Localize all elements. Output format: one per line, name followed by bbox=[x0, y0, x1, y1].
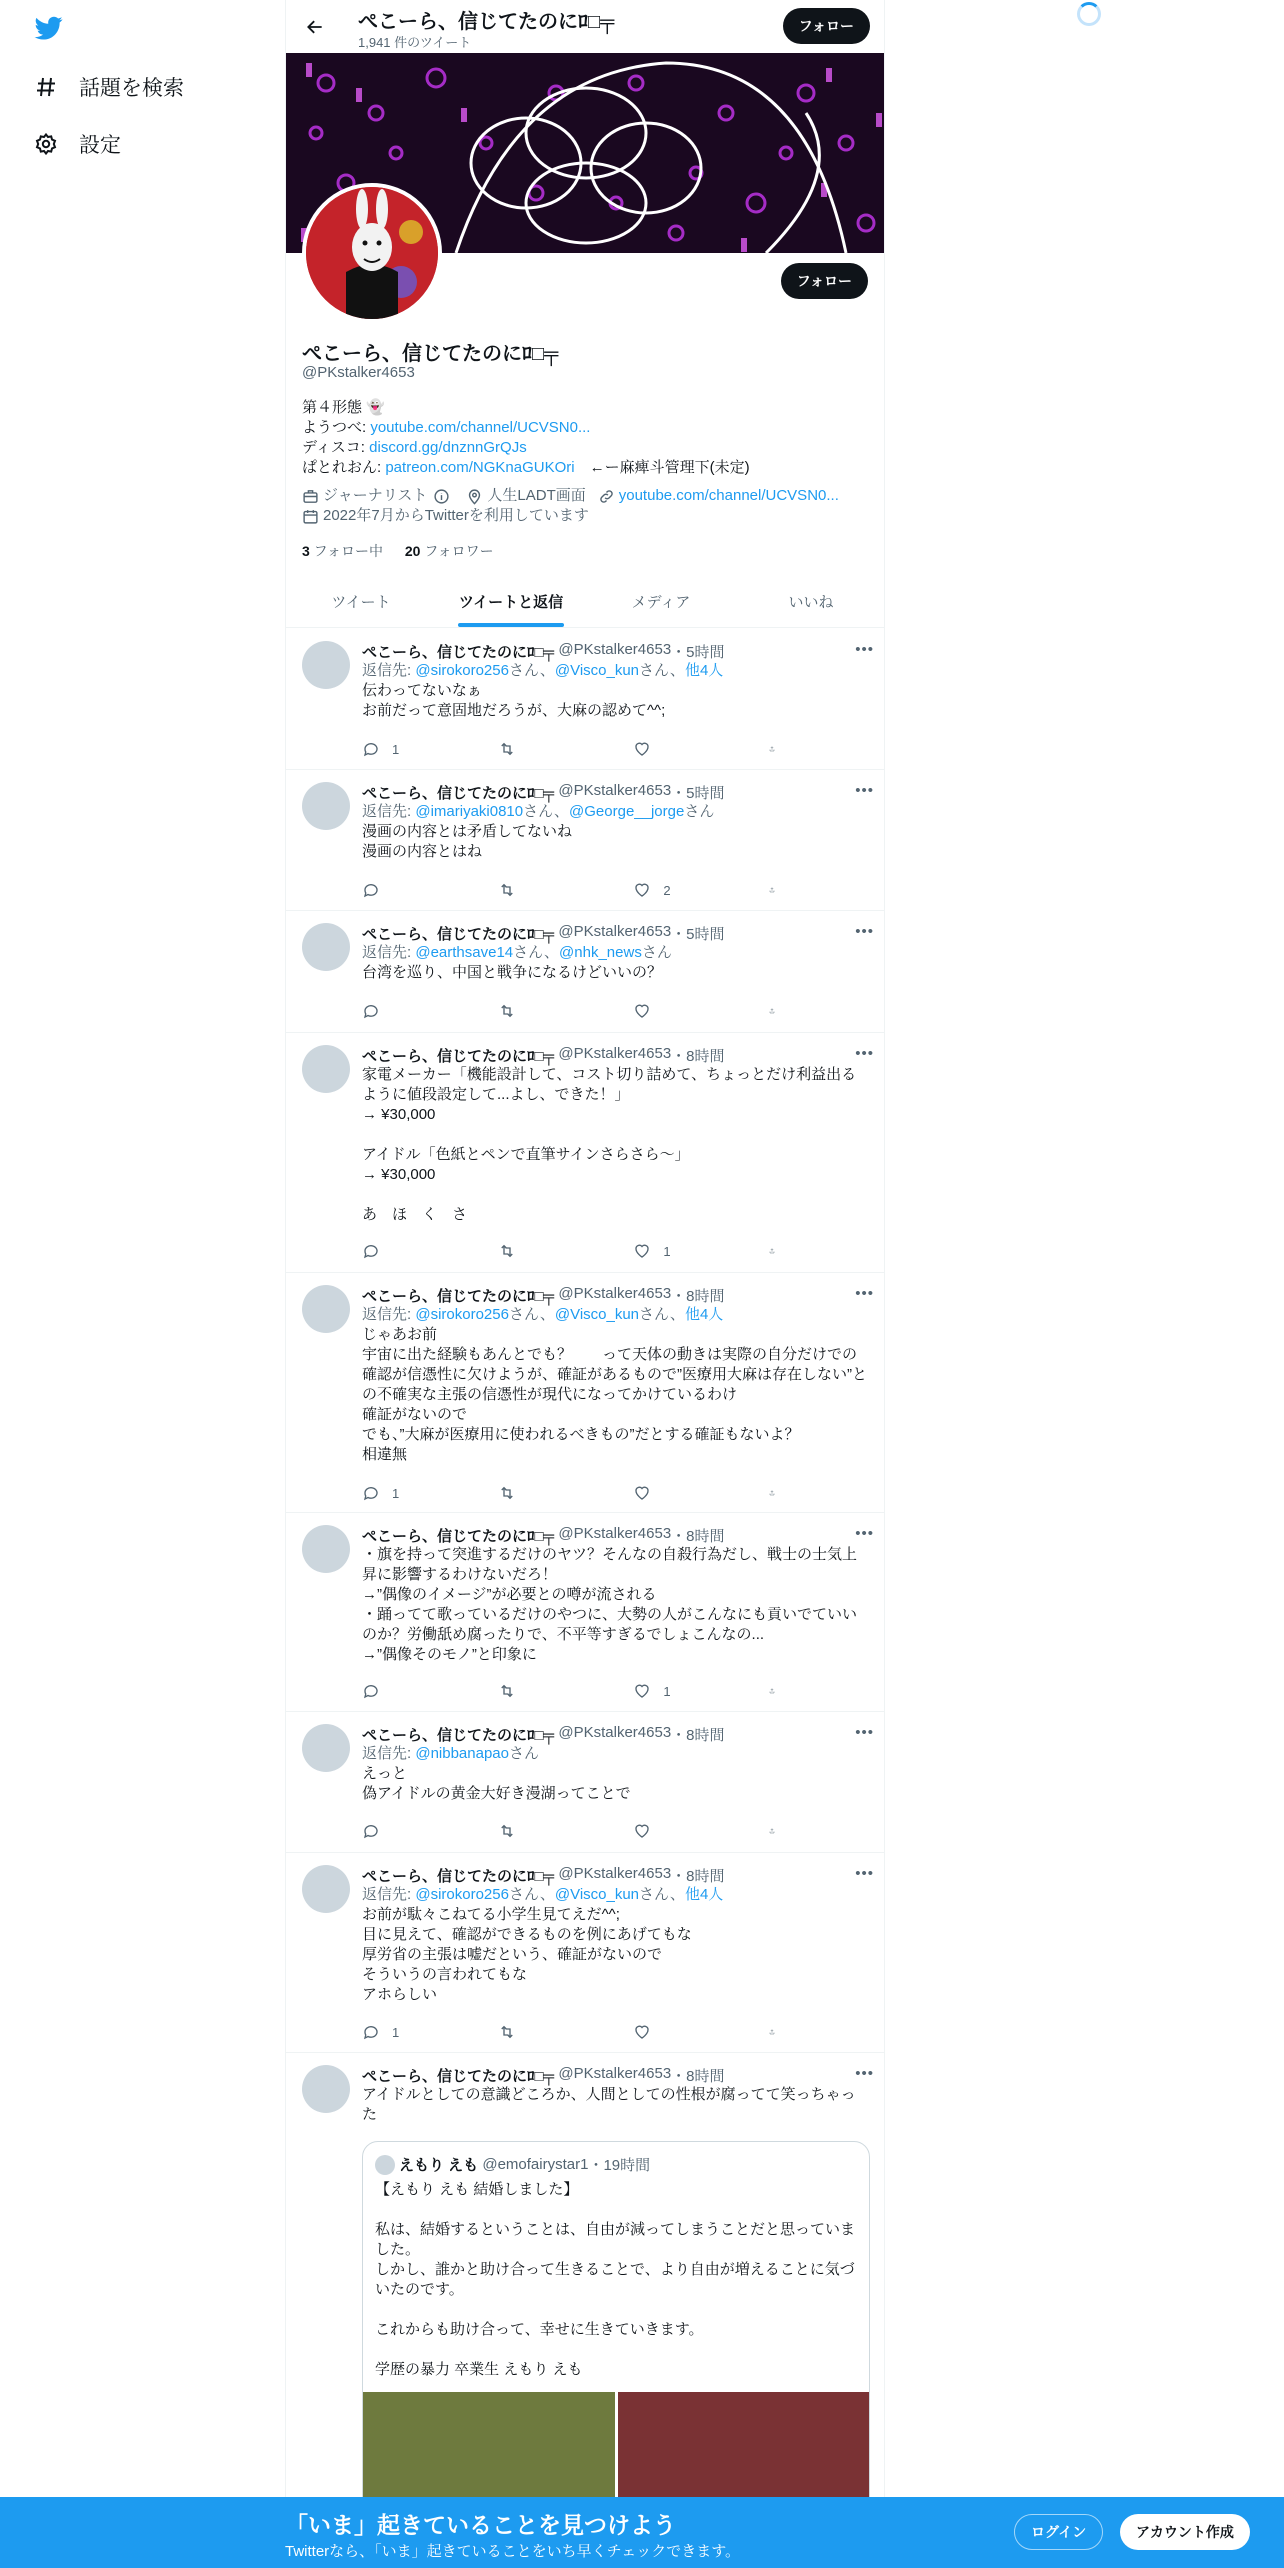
reply-separator: さん、 bbox=[639, 1306, 685, 1323]
reply-icon bbox=[362, 1242, 380, 1260]
more-options-icon[interactable]: ••• bbox=[855, 1045, 874, 1062]
tweet-actions bbox=[362, 739, 787, 759]
profile-column bbox=[285, 0, 885, 2568]
meta-category: ジャーナリスト bbox=[323, 487, 428, 504]
tweet[interactable] bbox=[286, 1712, 885, 1853]
tweet-author-name[interactable]: ぺこーら、信じてたのにﾛ□╤ bbox=[362, 926, 555, 943]
tweet-author-handle[interactable]: @PKstalker4653 bbox=[558, 1525, 672, 1542]
tweet-time[interactable]: ・8時間 bbox=[671, 1528, 725, 1545]
reply-context bbox=[362, 661, 870, 681]
tweet-author-name[interactable]: ぺこーら、信じてたのにﾛ□╤ bbox=[362, 644, 555, 661]
tweet-avatar[interactable] bbox=[302, 1865, 350, 1913]
signup-banner bbox=[0, 2497, 1284, 2568]
tweet-time[interactable]: ・8時間 bbox=[671, 1868, 725, 1885]
tweet[interactable] bbox=[286, 2053, 885, 2568]
tweet-avatar[interactable] bbox=[302, 1525, 350, 1573]
hashtag-icon bbox=[34, 75, 58, 99]
tweet-header bbox=[362, 1724, 870, 1744]
bio-patreon-note: ←ー麻痺斗管理下(未定) bbox=[574, 459, 750, 476]
tweet-body bbox=[362, 1285, 870, 1465]
tweet-avatar[interactable] bbox=[302, 1045, 350, 1093]
briefcase-icon bbox=[302, 488, 319, 505]
share-button[interactable] bbox=[769, 2022, 787, 2042]
like-button[interactable] bbox=[633, 1821, 713, 1841]
link-icon bbox=[598, 488, 615, 505]
bio-discord-label: ディスコ: bbox=[302, 439, 370, 456]
bio-patreon-label: ぱとれおん: bbox=[302, 459, 386, 476]
tweet-header bbox=[362, 782, 870, 802]
tweet-actions bbox=[362, 1483, 787, 1503]
like-button[interactable] bbox=[633, 880, 713, 900]
tweet-author-name[interactable]: ぺこーら、信じてたのにﾛ□╤ bbox=[362, 785, 555, 802]
reply-context bbox=[362, 1744, 870, 1764]
tweet-text: えっと 偽アイドルの黄金大好き漫湖ってことで bbox=[362, 1765, 631, 1802]
tab-likes[interactable]: いいね bbox=[788, 593, 834, 611]
reply-count: 1 bbox=[392, 1485, 400, 1501]
profile-meta bbox=[302, 486, 839, 526]
quote-author-name: えもり えも bbox=[399, 2157, 479, 2174]
tweet-avatar[interactable] bbox=[302, 1724, 350, 1772]
heart-icon bbox=[633, 1484, 651, 1502]
tweet-author-handle[interactable]: @PKstalker4653 bbox=[558, 1724, 672, 1741]
tweet[interactable] bbox=[286, 770, 885, 911]
tweet-actions bbox=[362, 1001, 787, 1021]
tab-media[interactable]: メディア bbox=[631, 593, 691, 611]
reply-mention[interactable]: @nibbanapao bbox=[415, 1745, 509, 1762]
share-button[interactable] bbox=[769, 1821, 787, 1841]
share-icon bbox=[769, 1682, 775, 1700]
tweet-text: ・旗を持って突進するだけのヤツ？そんなの自殺行為だし、戦士の士気上昇に影響するわけないだろ！ →”偶像のイメージ”が必要との噂が流される ・踊ってて歌っているだけのやつに、大勢の人がこんなにも貢いでていいのか？労働舐め腐ったりで、不平等すぎるでしょこんなの... →”偶像そのモノ”と印象に bbox=[362, 1546, 858, 1663]
reply-button[interactable] bbox=[362, 739, 442, 759]
tweet-time[interactable]: ・5時間 bbox=[671, 644, 725, 661]
retweet-button[interactable] bbox=[498, 1681, 578, 1701]
retweet-button[interactable] bbox=[498, 1001, 578, 1021]
tweet-time[interactable]: ・8時間 bbox=[671, 1288, 725, 1305]
bio-youtube-link[interactable]: youtube.com/channel/UCVSN0... bbox=[370, 419, 591, 436]
tweet-author-name[interactable]: ぺこーら、信じてたのにﾛ□╤ bbox=[362, 1288, 555, 1305]
reply-others-link[interactable]: 他4人 bbox=[684, 1886, 724, 1903]
back-button[interactable] bbox=[298, 10, 332, 44]
share-button[interactable] bbox=[769, 1241, 787, 1261]
reply-prefix: 返信先: bbox=[362, 1886, 416, 1903]
more-options-icon[interactable]: ••• bbox=[855, 1724, 874, 1741]
tweet-body bbox=[362, 923, 870, 983]
retweet-button[interactable] bbox=[498, 880, 578, 900]
meta-location: 人生LADT画面 bbox=[487, 487, 586, 504]
reply-separator: さん bbox=[641, 944, 672, 961]
reply-separator: さん bbox=[508, 1745, 539, 1762]
avatar-image bbox=[306, 187, 438, 319]
more-options-icon[interactable]: ••• bbox=[855, 782, 874, 799]
tweet-text: 家電メーカー「機能設計して、コスト切り詰めて、ちょっとだけ利益出るように値段設定して...よし、できた！」 → ¥30,000 アイドル「色紙とペンで直筆サインさらさら〜」 → ¥30,000 あ ほ く さ bbox=[362, 1066, 857, 1223]
header-profile-name: ぺこーら、信じてたのにﾛ□╤ bbox=[358, 11, 615, 33]
bio-line-2 bbox=[302, 418, 750, 438]
share-icon bbox=[769, 1484, 775, 1502]
meta-row-1 bbox=[302, 486, 839, 506]
create-account-button[interactable]: アカウント作成 bbox=[1120, 2514, 1250, 2550]
quote-avatar bbox=[375, 2155, 395, 2175]
tweet-body bbox=[362, 782, 870, 862]
nav-explore-label: 話題を検索 bbox=[79, 77, 184, 100]
tweet-header bbox=[362, 641, 870, 661]
twitter-logo-icon[interactable] bbox=[32, 14, 66, 42]
nav-explore[interactable] bbox=[34, 67, 184, 107]
quote-header bbox=[375, 2154, 650, 2175]
reply-context bbox=[362, 1885, 870, 1905]
heart-icon bbox=[633, 881, 651, 899]
retweet-button[interactable] bbox=[498, 2022, 578, 2042]
tweet-text: 漫画の内容とは矛盾してないね 漫画の内容とはね bbox=[362, 823, 573, 860]
info-icon[interactable] bbox=[433, 488, 450, 505]
reply-separator: さん、 bbox=[639, 662, 685, 679]
reply-separator: さん、 bbox=[639, 1886, 685, 1903]
reply-mention[interactable]: @Visco_kun bbox=[554, 1886, 640, 1903]
tweet-time[interactable]: ・8時間 bbox=[671, 1048, 725, 1065]
tweet-author-name[interactable]: ぺこーら、信じてたのにﾛ□╤ bbox=[362, 1048, 555, 1065]
tweet[interactable] bbox=[286, 629, 885, 770]
calendar-icon bbox=[302, 508, 319, 525]
bio-line-3 bbox=[302, 438, 750, 458]
like-button[interactable] bbox=[633, 2022, 713, 2042]
tweet-avatar[interactable] bbox=[302, 641, 350, 689]
meta-row-2 bbox=[302, 506, 839, 526]
bio-line-4 bbox=[302, 458, 750, 478]
reply-icon bbox=[362, 1484, 380, 1502]
reply-mention[interactable]: @earthsave14 bbox=[415, 944, 514, 961]
reply-prefix: 返信先: bbox=[362, 803, 416, 820]
reply-mention[interactable]: @George__jorge bbox=[569, 803, 685, 820]
reply-mention[interactable]: @Visco_kun bbox=[554, 662, 640, 679]
reply-button[interactable] bbox=[362, 1001, 442, 1021]
reply-mention[interactable]: @imariyaki0810 bbox=[415, 803, 524, 820]
reply-context bbox=[362, 802, 870, 822]
retweet-button[interactable] bbox=[498, 739, 578, 759]
heart-icon bbox=[633, 1822, 651, 1840]
reply-others-link[interactable]: 他4人 bbox=[684, 662, 724, 679]
tweet-avatar[interactable] bbox=[302, 782, 350, 830]
followers-count: 20 bbox=[404, 543, 421, 559]
tweet-author-handle[interactable]: @PKstalker4653 bbox=[558, 1285, 672, 1302]
tweet-body bbox=[362, 2065, 870, 2125]
tweet-author-name[interactable]: ぺこーら、信じてたのにﾛ□╤ bbox=[362, 1528, 555, 1545]
retweet-icon bbox=[498, 1484, 516, 1502]
reply-button[interactable] bbox=[362, 1483, 442, 1503]
profile-handle: @PKstalker4653 bbox=[302, 364, 415, 381]
share-icon bbox=[769, 2023, 775, 2041]
share-icon bbox=[769, 881, 775, 899]
profile-tabs bbox=[286, 575, 885, 628]
more-options-icon[interactable]: ••• bbox=[855, 2065, 874, 2082]
tweet-author-handle[interactable]: @PKstalker4653 bbox=[558, 1865, 672, 1882]
quote-text: 【えもり えも 結婚しました】 私は、結婚するということは、自由が減ってしまうことだと思っていました。 しかし、誰かと助け合って生きることで、より自由が増えることに気づいたのです。 これからも助け合って、幸せに生きていきます。 学歴の暴力 卒業生 えもり えも bbox=[375, 2181, 856, 2378]
reply-count: 1 bbox=[392, 2024, 400, 2040]
nav-settings-label: 設定 bbox=[79, 134, 121, 157]
tweet-time[interactable]: ・8時間 bbox=[671, 2068, 725, 2085]
reply-mention[interactable]: @Visco_kun bbox=[554, 1306, 640, 1323]
reply-prefix: 返信先: bbox=[362, 662, 416, 679]
share-icon bbox=[769, 1242, 775, 1260]
reply-separator: さん、 bbox=[513, 944, 560, 961]
tweet-header bbox=[362, 1045, 870, 1065]
reply-button[interactable] bbox=[362, 880, 442, 900]
tab-tweets[interactable]: ツイート bbox=[331, 593, 391, 611]
reply-button[interactable] bbox=[362, 1681, 442, 1701]
reply-icon bbox=[362, 740, 380, 758]
quote-author-handle: @emofairystar1 bbox=[482, 2156, 589, 2173]
followers-link[interactable] bbox=[405, 543, 494, 559]
like-button[interactable] bbox=[633, 1483, 713, 1503]
tweet-time[interactable]: ・5時間 bbox=[671, 926, 725, 943]
tweet-body bbox=[362, 1045, 870, 1225]
meta-url-link[interactable]: youtube.com/channel/UCVSN0... bbox=[618, 487, 839, 504]
reply-icon bbox=[362, 1002, 380, 1020]
reply-mention[interactable]: @nhk_news bbox=[559, 944, 642, 961]
tweet-author-handle[interactable]: @PKstalker4653 bbox=[558, 1045, 672, 1062]
tab-tweets-and-replies[interactable]: ツイートと返信 bbox=[436, 575, 586, 627]
share-button[interactable] bbox=[769, 1001, 787, 1021]
heart-icon bbox=[633, 1002, 651, 1020]
reply-button[interactable] bbox=[362, 1241, 442, 1261]
reply-icon bbox=[362, 881, 380, 899]
reply-icon bbox=[362, 1682, 380, 1700]
tweet[interactable] bbox=[286, 1273, 885, 1513]
reply-count: 1 bbox=[392, 741, 400, 757]
more-options-icon[interactable]: ••• bbox=[855, 1285, 874, 1302]
retweet-button[interactable] bbox=[498, 1483, 578, 1503]
left-nav bbox=[0, 0, 285, 2568]
reply-icon bbox=[362, 1822, 380, 1840]
tweet-body bbox=[362, 641, 870, 721]
like-button[interactable] bbox=[633, 739, 713, 759]
tweet-author-handle[interactable]: @PKstalker4653 bbox=[558, 641, 672, 658]
reply-mention[interactable]: @sirokoro256 bbox=[415, 662, 509, 679]
reply-separator: さん bbox=[684, 803, 715, 820]
gear-icon bbox=[34, 132, 58, 156]
header-tweet-count: 1,941 件のツイート bbox=[358, 35, 472, 50]
like-button[interactable] bbox=[633, 1241, 713, 1261]
share-button[interactable] bbox=[769, 1681, 787, 1701]
retweet-icon bbox=[498, 881, 516, 899]
share-icon bbox=[769, 1002, 775, 1020]
reply-icon bbox=[362, 2023, 380, 2041]
reply-button[interactable] bbox=[362, 2022, 442, 2042]
tweet-text: お前が駄々こねてる小学生見てえだ^^; 目に見えて、確認ができるものを例にあげてもな 厚労省の主張は嘘だという、確証がないので そういうの言われてもな アホらしい bbox=[362, 1906, 692, 2003]
tweet-actions bbox=[362, 880, 787, 900]
tweet-time[interactable]: ・8時間 bbox=[671, 1727, 725, 1744]
reply-separator: さん、 bbox=[523, 803, 570, 820]
share-icon bbox=[769, 1822, 775, 1840]
like-count: 1 bbox=[663, 1683, 671, 1699]
bio-discord-link[interactable]: discord.gg/dnznnGrQJs bbox=[369, 439, 527, 456]
tweet-header bbox=[362, 2065, 870, 2085]
reply-others-link[interactable]: 他4人 bbox=[684, 1306, 724, 1323]
tweet-header bbox=[362, 1285, 870, 1305]
tweet-header bbox=[362, 1525, 870, 1545]
heart-icon bbox=[633, 740, 651, 758]
tweet-author-handle[interactable]: @PKstalker4653 bbox=[558, 923, 672, 940]
more-options-icon[interactable]: ••• bbox=[855, 923, 874, 940]
reply-button[interactable] bbox=[362, 1821, 442, 1841]
heart-icon bbox=[633, 2023, 651, 2041]
share-button[interactable] bbox=[769, 880, 787, 900]
tweet[interactable] bbox=[286, 911, 885, 1033]
like-count: 2 bbox=[663, 882, 671, 898]
like-button[interactable] bbox=[633, 1001, 713, 1021]
reply-prefix: 返信先: bbox=[362, 1306, 416, 1323]
tweet-text: じゃあお前 宇宙に出た経験もあんとでも？ って天体の動きは実際の自分だけでの確認が信憑性に欠けようが、確証があるもので”医療用大麻は存在しない”との不確実な主張の信憑性が現代になってかけているわけ 確証がないので でも、”大麻が医療用に使われるべきもの”だとする確証もないよ？ 相違無 bbox=[362, 1326, 867, 1463]
meta-joined: 2022年7月からTwitterを利用しています bbox=[323, 507, 589, 524]
heart-icon bbox=[633, 1682, 651, 1700]
tweet-actions bbox=[362, 2022, 787, 2042]
reply-mention[interactable]: @sirokoro256 bbox=[415, 1886, 509, 1903]
login-button[interactable]: ログイン bbox=[1014, 2514, 1103, 2550]
tweet-actions bbox=[362, 1241, 787, 1261]
retweet-icon bbox=[498, 1242, 516, 1260]
tweet-author-handle[interactable]: @PKstalker4653 bbox=[558, 782, 672, 799]
tweet-actions bbox=[362, 1821, 787, 1841]
tweet-author-name[interactable]: ぺこーら、信じてたのにﾛ□╤ bbox=[362, 2068, 555, 2085]
retweet-button[interactable] bbox=[498, 1241, 578, 1261]
location-pin-icon bbox=[466, 488, 483, 505]
following-label: フォロー中 bbox=[309, 543, 383, 559]
nav-settings[interactable] bbox=[34, 124, 121, 164]
reply-context bbox=[362, 1305, 870, 1325]
header-follow-button[interactable]: フォロー bbox=[783, 8, 870, 44]
reply-separator: さん、 bbox=[508, 1886, 555, 1903]
retweet-icon bbox=[498, 1682, 516, 1700]
tweet-actions bbox=[362, 1681, 787, 1701]
reply-mention[interactable]: @sirokoro256 bbox=[415, 1306, 509, 1323]
reply-prefix: 返信先: bbox=[362, 1745, 416, 1762]
heart-icon bbox=[633, 1242, 651, 1260]
more-options-icon[interactable]: ••• bbox=[855, 1525, 874, 1542]
retweet-icon bbox=[498, 740, 516, 758]
tweet-text: 伝わってないなぁ お前だって意固地だろうが、大麻の認めて^^; bbox=[362, 682, 666, 719]
tweet-author-handle[interactable]: @PKstalker4653 bbox=[558, 2065, 672, 2082]
arrow-left-icon bbox=[305, 17, 325, 37]
profile-bio bbox=[302, 398, 750, 478]
reply-separator: さん、 bbox=[508, 1306, 555, 1323]
signup-banner-subtitle: Twitterなら、「いま」起きていることをいち早くチェックできます。 bbox=[285, 2543, 741, 2560]
tweet-author-name[interactable]: ぺこーら、信じてたのにﾛ□╤ bbox=[362, 1868, 555, 1885]
following-count: 3 bbox=[302, 543, 310, 559]
profile-follow-button[interactable]: フォロー bbox=[781, 263, 868, 299]
tweet[interactable] bbox=[286, 1513, 885, 1712]
tweet-time[interactable]: ・5時間 bbox=[671, 785, 725, 802]
bio-patreon-link[interactable]: patreon.com/NGKnaGUKOri bbox=[385, 459, 575, 476]
share-button[interactable] bbox=[769, 1483, 787, 1503]
profile-avatar[interactable] bbox=[302, 183, 442, 323]
tweet-header bbox=[362, 923, 870, 943]
like-count: 1 bbox=[663, 1243, 671, 1259]
like-button[interactable] bbox=[633, 1681, 713, 1701]
reply-prefix: 返信先: bbox=[362, 944, 416, 961]
share-icon bbox=[769, 740, 775, 758]
tweet-body bbox=[362, 1865, 870, 2005]
retweet-icon bbox=[498, 1822, 516, 1840]
tweet-header bbox=[362, 1865, 870, 1885]
tweet[interactable] bbox=[286, 1853, 885, 2053]
tweet-text: アイドルとしての意識どころか、人間としての性根が腐ってて笑っちゃった bbox=[362, 2086, 856, 2123]
more-options-icon[interactable]: ••• bbox=[855, 1865, 874, 1882]
tweet-text: 台湾を巡り、中国と戦争になるけどいいの？ bbox=[362, 964, 663, 981]
reply-context bbox=[362, 943, 870, 963]
tweet-body bbox=[362, 1525, 870, 1665]
reply-separator: さん、 bbox=[508, 662, 555, 679]
following-link[interactable] bbox=[302, 543, 383, 559]
retweet-icon bbox=[498, 1002, 516, 1020]
retweet-icon bbox=[498, 2023, 516, 2041]
quote-time: ・19時間 bbox=[588, 2157, 651, 2174]
follow-stats bbox=[302, 541, 494, 561]
tweet-avatar[interactable] bbox=[302, 1285, 350, 1333]
more-options-icon[interactable]: ••• bbox=[855, 641, 874, 658]
followers-label: フォロワー bbox=[420, 543, 494, 559]
signup-banner-title: 「いま」起きていることを見つけよう bbox=[285, 2512, 676, 2538]
bio-youtube-label: ようつべ: bbox=[302, 419, 371, 436]
bio-line-1: 第４形態 👻 bbox=[302, 399, 385, 416]
tweet-avatar[interactable] bbox=[302, 923, 350, 971]
tweet-body bbox=[362, 1724, 870, 1804]
retweet-button[interactable] bbox=[498, 1821, 578, 1841]
tweet-author-name[interactable]: ぺこーら、信じてたのにﾛ□╤ bbox=[362, 1727, 555, 1744]
share-button[interactable] bbox=[769, 739, 787, 759]
tweet-avatar[interactable] bbox=[302, 2065, 350, 2113]
profile-header bbox=[286, 0, 885, 53]
loading-spinner-icon bbox=[1077, 2, 1101, 26]
tweet[interactable] bbox=[286, 1033, 885, 1273]
profile-name: ぺこーら、信じてたのにﾛ□╤ bbox=[302, 343, 559, 365]
